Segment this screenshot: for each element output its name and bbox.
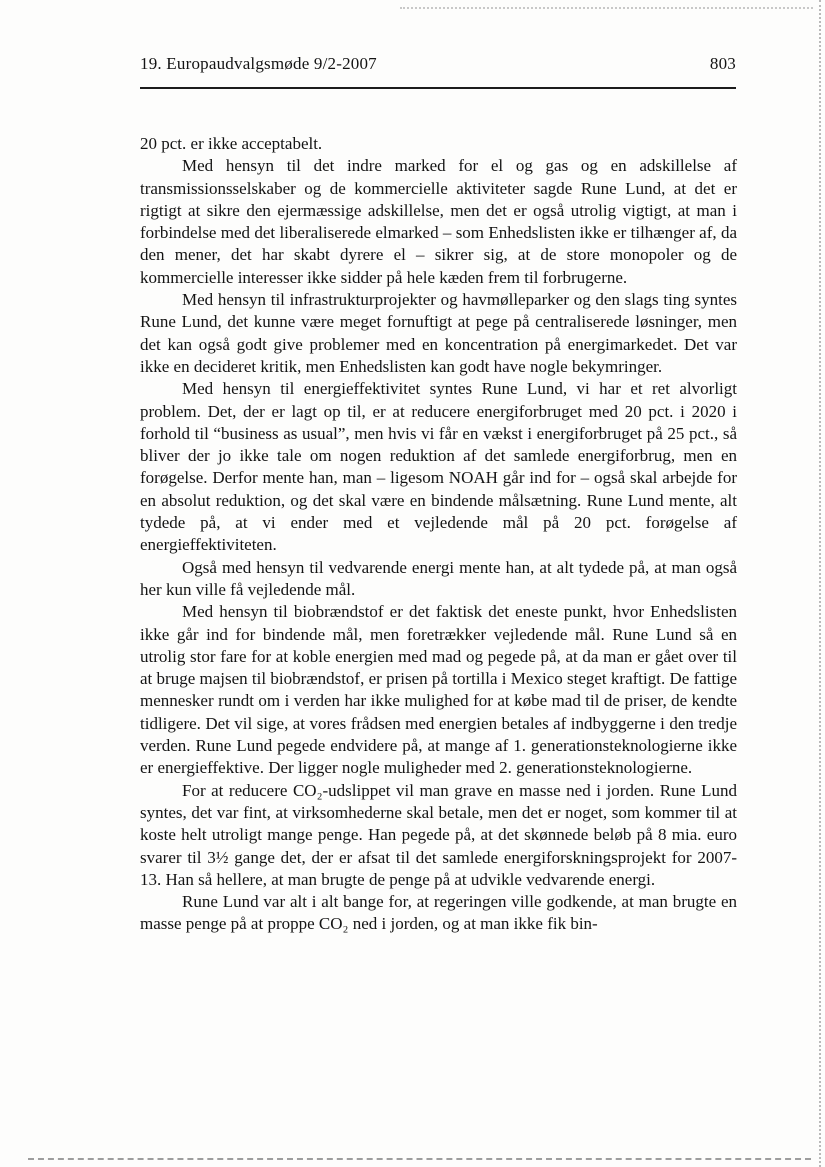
header-rule [140,87,736,89]
meeting-title: 19. Europaudvalgsmøde 9/2-2007 [140,54,377,73]
page-header [140,54,736,74]
paragraph: 20 pct. er ikke acceptabelt. [140,134,323,153]
paragraph: Med hensyn til energieffektivitet syntes Rune Lund, vi har et ret alvorligt problem. Det, der er lagt op til, er at reducere energiforbruget med 20 pct. i 2020 i forhold til “business as usual”, men hvis vi får en vækst i energiforbruget på 25 pct., så bliver der jo ikke tale om nogen reduktion af det samlede energiforbrug, men en forøgelse. Derfor mente han, man – ligesom NOAH går ind for – også skal arbejde for en absolut reduktion, og det skal være en bindende målsætning. Rune Lund mente, alt tydede på, at vi ender med et vejledende mål på 20 pct. forøgelse af energieffektiviteten. [140,379,737,555]
scan-artifact-top-edge [400,7,813,9]
document-body [140,133,737,936]
paragraph: Rune Lund var alt i alt bange for, at regeringen ville godkende, at man brugte en masse penge på at proppe CO₂ ned i jorden, og at man ikke fik bin- [140,892,737,934]
scan-artifact-right-edge [819,0,821,1167]
scan-artifact-bottom-edge [28,1158,811,1160]
paragraph: Med hensyn til biobrændstof er det faktisk det eneste punkt, hvor Enhedslisten ikke går ind for bindende mål, men foretrækker vejledende mål. Rune Lund så en utrolig stor fare for at koble energien med mad og pegede på, at da man er gået over til at bruge majsen til biobrændstof, er prisen på tortilla i Mexico steget kraftigt. De fattige mennesker rundt om i verden har ikke mulighed for at købe mad til de priser, de kendte tidligere. Det vil sige, at vores frådsen med energien betales af indbyggerne i den tredje verden. Rune Lund pegede endvidere på, at mange af 1. generationsteknologierne ikke er energieffektive. Der ligger nogle muligheder med 2. generationsteknologierne. [140,602,737,778]
paragraph: Også med hensyn til vedvarende energi mente han, at alt tydede på, at man også her kun ville få vejledende mål. [140,557,737,599]
paragraph: For at reducere CO₂-udslippet vil man grave en masse ned i jorden. Rune Lund syntes, det var fint, at virksomhederne skal betale, men det er noget, som kommer til at koste helt utroligt mange penge. Han pegede på, at det skønnede beløb på 8 mia. euro svarer til 3½ gange det, der er afsat til det samlede energiforskningsprojekt for 2007-13. Han så hellere, at man brugte de penge på at udvikle vedvarende energi. [140,780,737,889]
paragraph: Med hensyn til infrastrukturprojekter og havmølleparker og den slags ting syntes Rune Lund, det kunne være meget fornuftigt at pege på centraliserede løsninger, men det kan også godt give problemer med en koncentration på energimarkedet. Det var ikke en decideret kritik, men Enhedslisten kan godt have nogle bekymringer. [140,290,737,376]
paragraph: Med hensyn til det indre marked for el og gas og en adskillelse af transmissionsselskaber og de kommercielle aktiviteter sagde Rune Lund, at det er rigtigt at sikre den ejermæssige adskillelse, men det er også utrolig vigtigt, at man i forbindelse med det liberaliserede elmarked – som Enhedslisten ikke er tilhænger af, da den mener, det har skabt dyrere el – sikrer sig, at de store monopoler og de kommercielle interesser ikke sidder på hele kæden frem til forbrugerne. [140,156,737,287]
page-number: 803 [709,54,736,73]
